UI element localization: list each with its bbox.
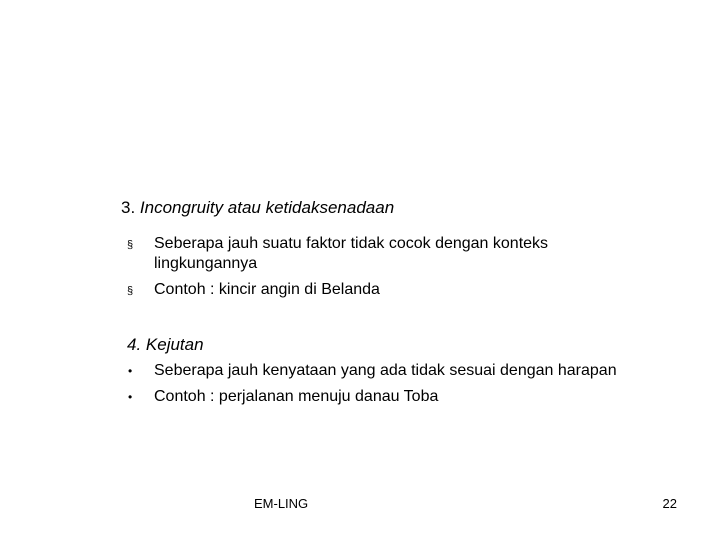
page-number: 22 [662, 496, 677, 511]
list-item-text: Contoh : perjalanan menuju danau Toba [154, 388, 439, 405]
list-item [125, 387, 645, 407]
section-3-heading [121, 198, 394, 218]
section-4-list [125, 361, 645, 413]
section-3-title: Incongruity atau ketidaksenadaan [139, 198, 395, 217]
list-item-text: Seberapa jauh suatu faktor tidak cocok dengan konteks lingkungannya [154, 235, 549, 272]
footer-label: EM-LING [254, 496, 309, 511]
section-4-heading: 4. Kejutan [127, 335, 204, 354]
square-bullet-icon: § [127, 239, 134, 251]
dot-bullet-icon: • [128, 364, 133, 378]
list-item [125, 234, 645, 274]
list-item [125, 280, 645, 300]
section-3-list [125, 234, 645, 306]
list-item-text: Contoh : kincir angin di Belanda [154, 281, 380, 298]
dot-bullet-icon: • [128, 390, 133, 404]
list-item-text: Seberapa jauh kenyataan yang ada tidak sesuai dengan harapan [154, 362, 617, 379]
list-item [125, 361, 645, 381]
section-3-number: 3. [121, 198, 140, 217]
square-bullet-icon: § [127, 285, 134, 297]
